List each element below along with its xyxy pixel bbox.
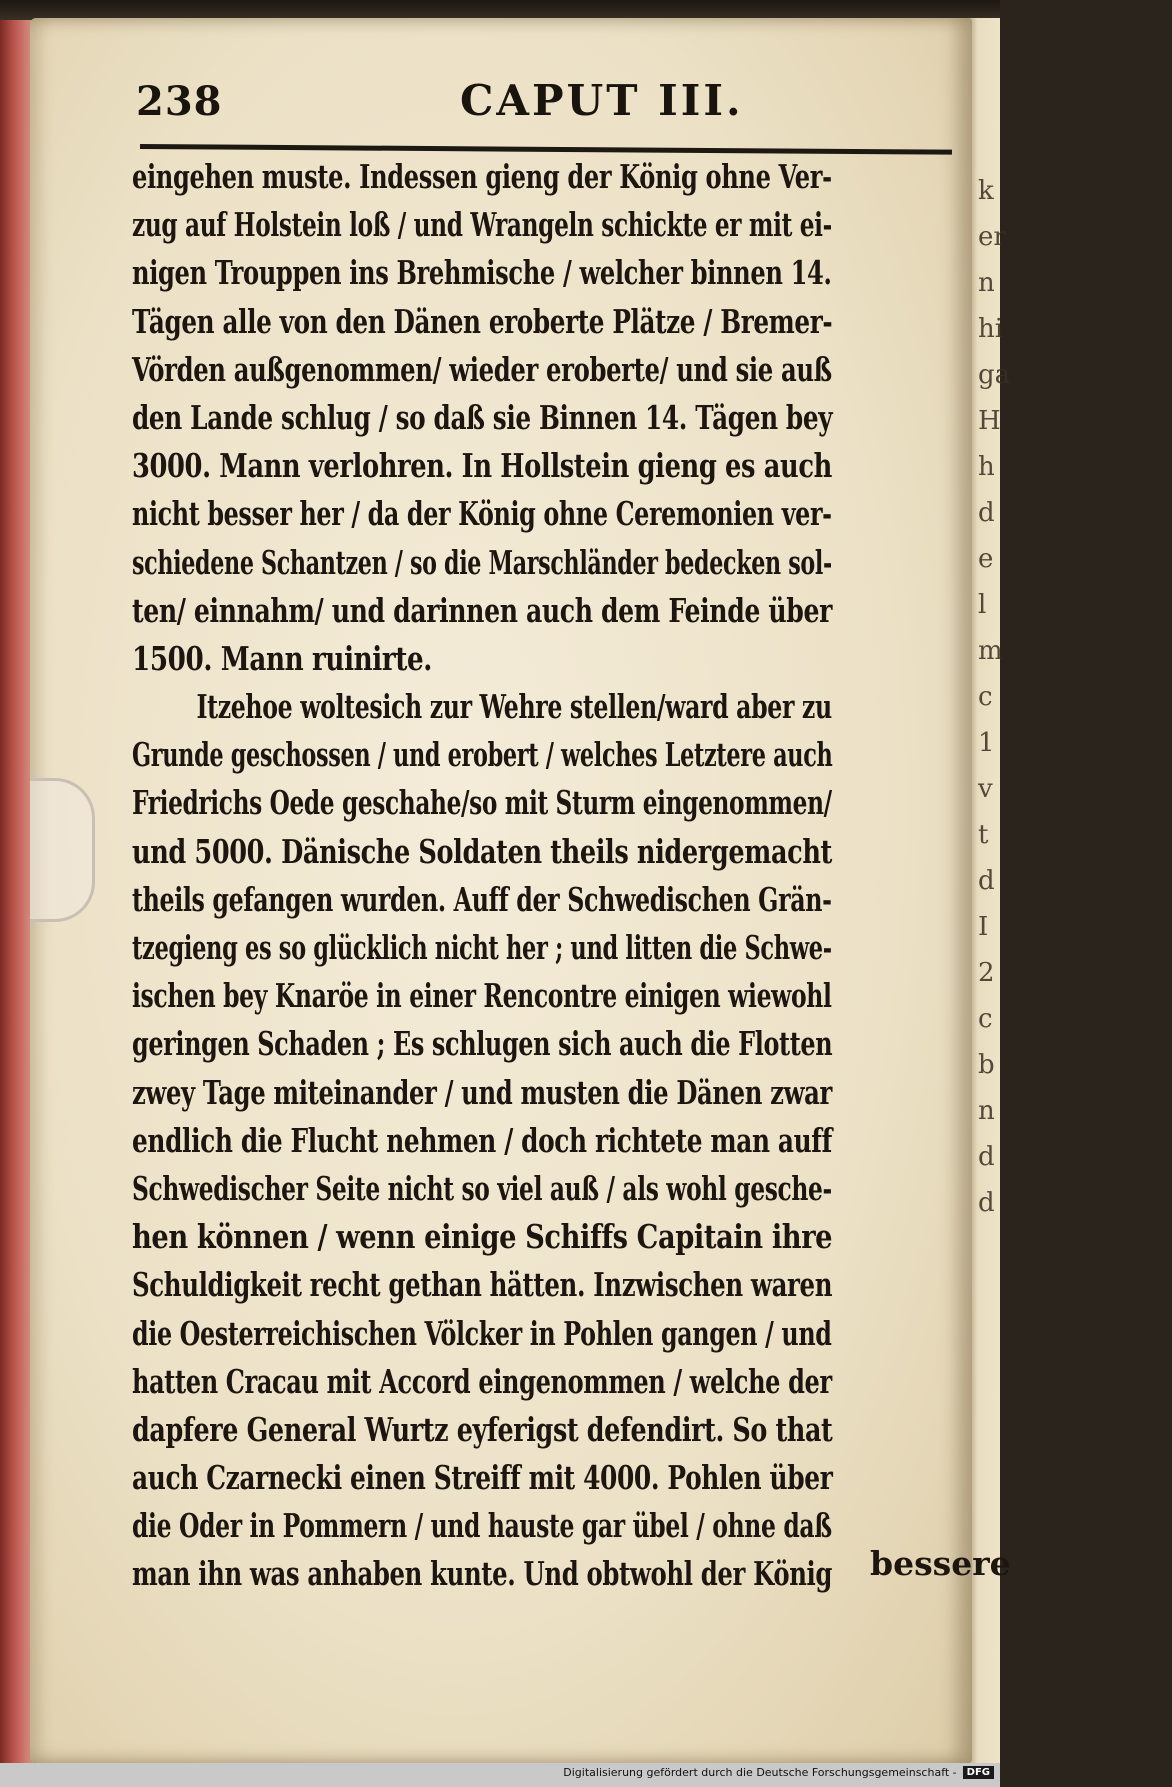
text-line-content: 1500. Mann ruinirte. (132, 638, 432, 678)
text-line-content: man ihn was anhaben kunte. Und obtwohl der König (132, 1554, 833, 1594)
digitization-credit (563, 1766, 994, 1779)
text-line (132, 828, 964, 876)
text-line (132, 1358, 964, 1406)
text-line (132, 1020, 964, 1068)
text-line (132, 1454, 964, 1502)
text-line-content: Grunde geschossen / und erobert / welches Letztere auch (132, 735, 833, 775)
text-line (132, 153, 964, 201)
text-line (132, 1502, 964, 1550)
text-line-content: die Oder in Pommern / und hauste gar übel / ohne daß (132, 1506, 832, 1546)
text-line (132, 201, 964, 249)
text-line-content: dapfere General Wurtz eyferigst defendirt. So that (132, 1409, 833, 1449)
text-line (132, 490, 964, 538)
text-line (132, 346, 964, 394)
credit-text: Digitalisierung gefördert durch die Deutsche Forschungsgemeinschaft - (563, 1766, 957, 1779)
book-binding-edge (0, 20, 34, 1765)
text-line-content: 3000. Mann verlohren. In Hollstein gieng es auch (132, 446, 832, 486)
text-line (132, 924, 964, 972)
text-line-content: Friedrichs Oede geschahe/so mit Sturm eingenommen/ (132, 783, 832, 823)
text-line-content: nicht besser her / da der König ohne Ceremonien ver- (132, 494, 832, 534)
text-line (132, 876, 964, 924)
text-line (132, 1406, 964, 1454)
text-line (132, 442, 964, 490)
text-line-content: zug auf Holstein loß / und Wrangeln schickte er mit ei- (132, 205, 832, 245)
text-line (132, 1213, 964, 1261)
next-leaf-edge-text: k er n hi ga H h d e l m c 1 v t d I 2 c b n d d (978, 176, 1011, 1218)
text-line (132, 1310, 964, 1358)
text-line (132, 779, 964, 827)
text-line-content: den Lande schlug / so daß sie Binnen 14. Tägen bey (132, 397, 833, 437)
text-line-content: theils gefangen wurden. Auff der Schwedischen Grän- (132, 879, 832, 919)
text-line-content: die Oesterreichischen Völcker in Pohlen gangen / und (132, 1313, 832, 1353)
text-line-content: schiedene Schantzen / so die Marschländer bedecken sol- (132, 542, 832, 582)
text-line-content: tzegieng es so glücklich nicht her ; und litten die Schwe- (132, 928, 832, 967)
text-line (132, 635, 964, 683)
text-line (132, 1550, 964, 1598)
text-line (132, 1261, 964, 1309)
text-line-content: geringen Schaden ; Es schlugen sich auch die Flotten (132, 1024, 833, 1064)
text-line (132, 539, 964, 587)
text-line-content: zwey Tage miteinander / und musten die Dänen zwar (132, 1072, 832, 1112)
text-line (132, 1117, 964, 1165)
text-line-content: Itzehoe woltesich zur Wehre stellen/ward aber zu (196, 687, 832, 727)
text-line-content: Tägen alle von den Dänen eroberte Plätze / Bremer- (132, 301, 833, 341)
text-line (132, 683, 964, 731)
text-line-content: endlich die Flucht nehmen / doch richtete man auff (132, 1120, 832, 1160)
dfg-logo: DFG (963, 1766, 994, 1779)
catchword: bessere (870, 1544, 1011, 1583)
page-turn-tab[interactable] (30, 778, 95, 922)
text-line-content: und 5000. Dänische Soldaten theils nidergemacht (132, 831, 832, 871)
text-line-content: hatten Cracau mit Accord eingenommen / welche der (132, 1361, 832, 1401)
page-header (130, 68, 950, 138)
page-number: 238 (136, 78, 223, 125)
text-line-content: nigen Trouppen ins Brehmische / welcher binnen 14. (132, 253, 832, 293)
text-line (132, 298, 964, 346)
text-line (132, 249, 964, 297)
running-head: CAPUT III. (460, 76, 744, 125)
text-line-content: Schuldigkeit recht gethan hätten. Inzwischen waren (132, 1265, 833, 1305)
body-text (132, 153, 964, 1599)
text-line (132, 587, 964, 635)
text-line (132, 731, 964, 779)
text-line-content: auch Czarnecki einen Streiff mit 4000. Pohlen über (132, 1458, 833, 1498)
text-line-content: Vörden außgenommen/ wieder eroberte/ und sie auß (132, 349, 832, 389)
text-line-content: eingehen muste. Indessen gieng der König ohne Ver- (132, 157, 832, 196)
text-line (132, 972, 964, 1020)
text-line (132, 1069, 964, 1117)
text-line (132, 394, 964, 442)
text-line-content: ten/ einnahm/ und darinnen auch dem Feinde über (132, 590, 832, 630)
text-line-content: hen können / wenn einige Schiffs Capitain ihre (132, 1217, 833, 1257)
text-line-content: Schwedischer Seite nicht so viel auß / als wohl gesche- (132, 1168, 832, 1208)
next-leaf-edge (968, 18, 1011, 1763)
text-line (132, 1165, 964, 1213)
text-line-content: ischen bey Knaröe in einer Rencontre einigen wiewohl (132, 976, 832, 1016)
